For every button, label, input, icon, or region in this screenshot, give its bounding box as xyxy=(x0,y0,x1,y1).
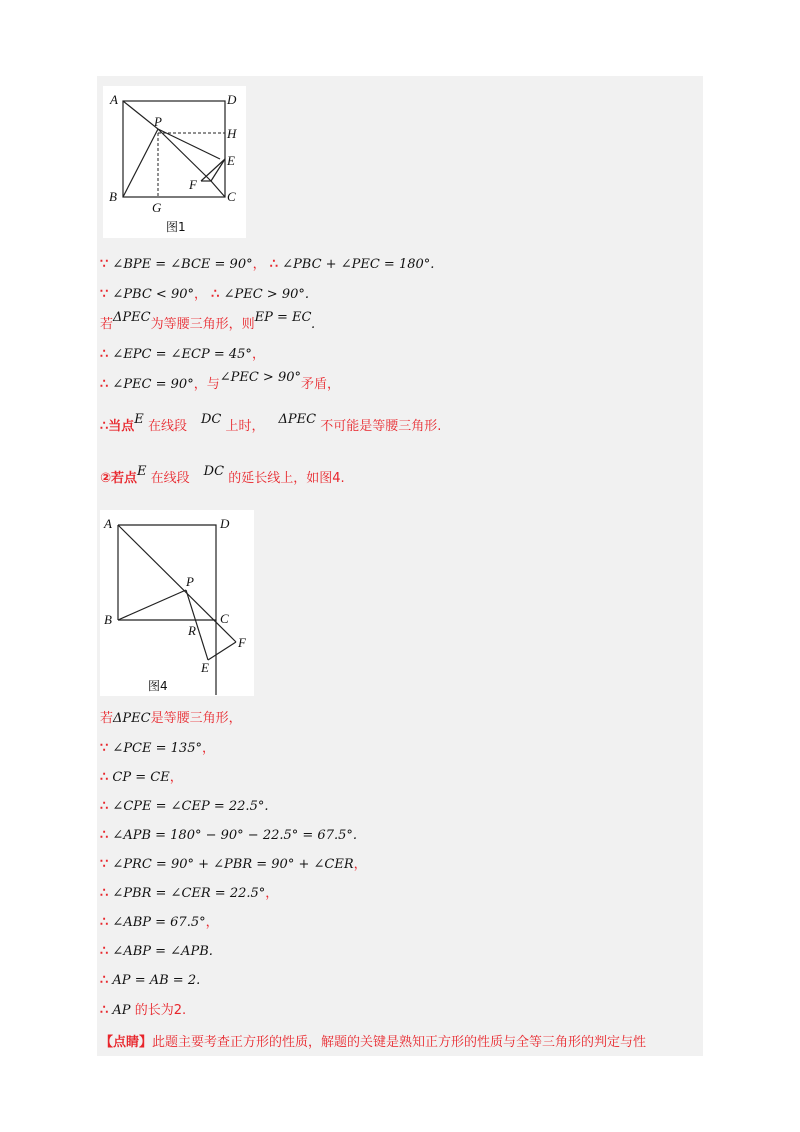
text-segment: ，与 xyxy=(193,377,220,392)
math-expr: ∠ABP = ∠APB xyxy=(112,944,209,959)
math-expr: ΔPEC xyxy=(278,412,317,427)
punctuation: . xyxy=(430,257,435,272)
line-3 xyxy=(100,310,316,336)
text-segment: 的延长线上，如图4. xyxy=(228,471,345,486)
punctuation: ， xyxy=(265,886,279,901)
line-12 xyxy=(100,825,357,847)
text-segment: 为等腰三角形，则 xyxy=(150,317,255,332)
line-11 xyxy=(100,796,268,818)
punctuation: . xyxy=(208,944,213,959)
fig1-label-H: H xyxy=(227,126,237,141)
figure-1 xyxy=(103,86,246,238)
fig1-label-A: A xyxy=(110,92,118,107)
fig4-label-B: B xyxy=(104,612,112,627)
therefore-symbol: ∴ xyxy=(211,287,220,302)
fig1-caption: 图1 xyxy=(166,220,186,234)
therefore-symbol: ∴ xyxy=(100,973,109,988)
text-segment: 不可能是等腰三角形. xyxy=(320,419,442,434)
text-segment: 是等腰三角形， xyxy=(150,711,242,726)
math-expr: ∠PBC < 90° xyxy=(112,287,195,302)
math-expr: E xyxy=(134,412,144,427)
line-10 xyxy=(100,767,183,789)
line-15 xyxy=(100,912,219,934)
figure-4 xyxy=(100,510,254,696)
because-symbol: ∵ xyxy=(100,257,109,272)
line-2 xyxy=(100,284,309,306)
text-segment: 在线段 xyxy=(147,419,187,434)
fig1-label-P: P xyxy=(154,114,162,129)
math-expr: ∠PCE = 135° xyxy=(112,741,202,756)
math-expr: ∠PEC > 90° xyxy=(223,287,305,302)
fig1-label-B: B xyxy=(109,189,117,204)
punctuation: ， xyxy=(201,741,215,756)
math-expr: EP = EC xyxy=(254,310,311,325)
line-17 xyxy=(100,970,200,992)
punctuation: ， xyxy=(205,915,219,930)
therefore-symbol: ∴ xyxy=(100,944,109,959)
math-expr: ∠PEC = 90° xyxy=(112,377,194,392)
line-5 xyxy=(100,370,341,396)
therefore-symbol: ∴ xyxy=(100,419,109,434)
fig4-label-P: P xyxy=(186,574,194,589)
text-segment: 当点 xyxy=(108,419,135,434)
math-expr: ∠PBC + ∠PEC = 180° xyxy=(282,257,431,272)
figure-4-diagram xyxy=(100,510,254,696)
therefore-symbol: ∴ xyxy=(100,377,109,392)
fig1-label-D: D xyxy=(227,92,237,107)
fig1-label-F: F xyxy=(189,177,197,192)
text-segment: 若 xyxy=(100,317,114,332)
separator: ， xyxy=(194,287,208,302)
separator: ， xyxy=(252,257,266,272)
math-expr: ∠ABP = 67.5° xyxy=(112,915,206,930)
punctuation: ， xyxy=(251,347,265,362)
text-segment: 若 xyxy=(100,711,114,726)
therefore-symbol: ∴ xyxy=(269,257,279,272)
figure-1-diagram xyxy=(103,86,246,238)
text-segment: 在线段 xyxy=(150,471,190,486)
therefore-symbol: ∴ xyxy=(100,799,109,814)
line-6 xyxy=(100,412,442,438)
punctuation: ， xyxy=(169,770,183,785)
punctuation: ， xyxy=(353,857,367,872)
line-13 xyxy=(100,854,367,876)
text-segment: 的长为2. xyxy=(134,1003,187,1018)
math-expr: DC xyxy=(203,464,225,479)
because-symbol: ∵ xyxy=(100,287,109,302)
because-symbol: ∵ xyxy=(100,741,109,756)
math-expr: ∠APB = 180° − 90° − 22.5° = 67.5° xyxy=(112,828,353,843)
line-1 xyxy=(100,254,434,276)
fig1-label-G: G xyxy=(152,200,162,215)
line-19 xyxy=(100,1032,646,1054)
punctuation: . xyxy=(304,287,310,302)
line-18 xyxy=(100,1000,186,1022)
comment-tag: 【点睛】 xyxy=(100,1035,153,1050)
math-expr: ∠PRC = 90° + ∠PBR = 90° + ∠CER xyxy=(112,857,354,872)
math-expr: ∠PBR = ∠CER = 22.5° xyxy=(112,886,266,901)
math-expr: AP xyxy=(112,1003,131,1018)
line-14 xyxy=(100,883,278,905)
math-expr: ∠BPE = ∠BCE = 90° xyxy=(112,257,253,272)
therefore-symbol: ∴ xyxy=(100,1003,109,1018)
math-expr: AP = AB = 2 xyxy=(112,973,197,988)
because-symbol: ∵ xyxy=(100,857,109,872)
fig4-label-F: F xyxy=(238,635,246,650)
therefore-symbol: ∴ xyxy=(100,915,109,930)
line-7 xyxy=(100,464,345,490)
math-expr: CP = CE xyxy=(112,770,170,785)
line-4 xyxy=(100,344,265,366)
math-expr: ∠EPC = ∠ECP = 45° xyxy=(112,347,252,362)
punctuation: . xyxy=(264,799,269,814)
fig1-label-C: C xyxy=(227,189,236,204)
fig4-label-E: E xyxy=(201,660,209,675)
therefore-symbol: ∴ xyxy=(100,886,109,901)
fig4-label-D: D xyxy=(220,516,230,531)
punctuation: . xyxy=(196,973,201,988)
fig4-label-A: A xyxy=(104,516,112,531)
punctuation: . xyxy=(352,828,358,843)
math-expr: ∠CPE = ∠CEP = 22.5° xyxy=(112,799,265,814)
fig4-label-R: R xyxy=(188,623,196,638)
fig1-label-E: E xyxy=(227,153,235,168)
math-expr: DC xyxy=(200,412,222,427)
fig4-caption: 图4 xyxy=(148,679,168,693)
math-expr: ΔPEC xyxy=(113,310,151,325)
text-segment: ②若点 xyxy=(100,471,138,486)
text-segment: 此题主要考查正方形的性质，解题的关键是熟知正方形的性质与全等三角形的判定与性 xyxy=(152,1035,647,1050)
line-8 xyxy=(100,708,242,730)
math-expr: E xyxy=(137,464,147,479)
line-16 xyxy=(100,941,213,963)
text-segment: 上时， xyxy=(225,419,265,434)
math-expr: ΔPEC xyxy=(113,711,151,726)
punctuation: . xyxy=(310,317,316,332)
text-segment: 矛盾， xyxy=(301,377,341,392)
therefore-symbol: ∴ xyxy=(100,828,109,843)
line-9 xyxy=(100,738,215,760)
math-expr: ∠PEC > 90° xyxy=(219,370,301,385)
therefore-symbol: ∴ xyxy=(100,770,109,785)
therefore-symbol: ∴ xyxy=(100,347,109,362)
fig4-label-C: C xyxy=(220,611,229,626)
